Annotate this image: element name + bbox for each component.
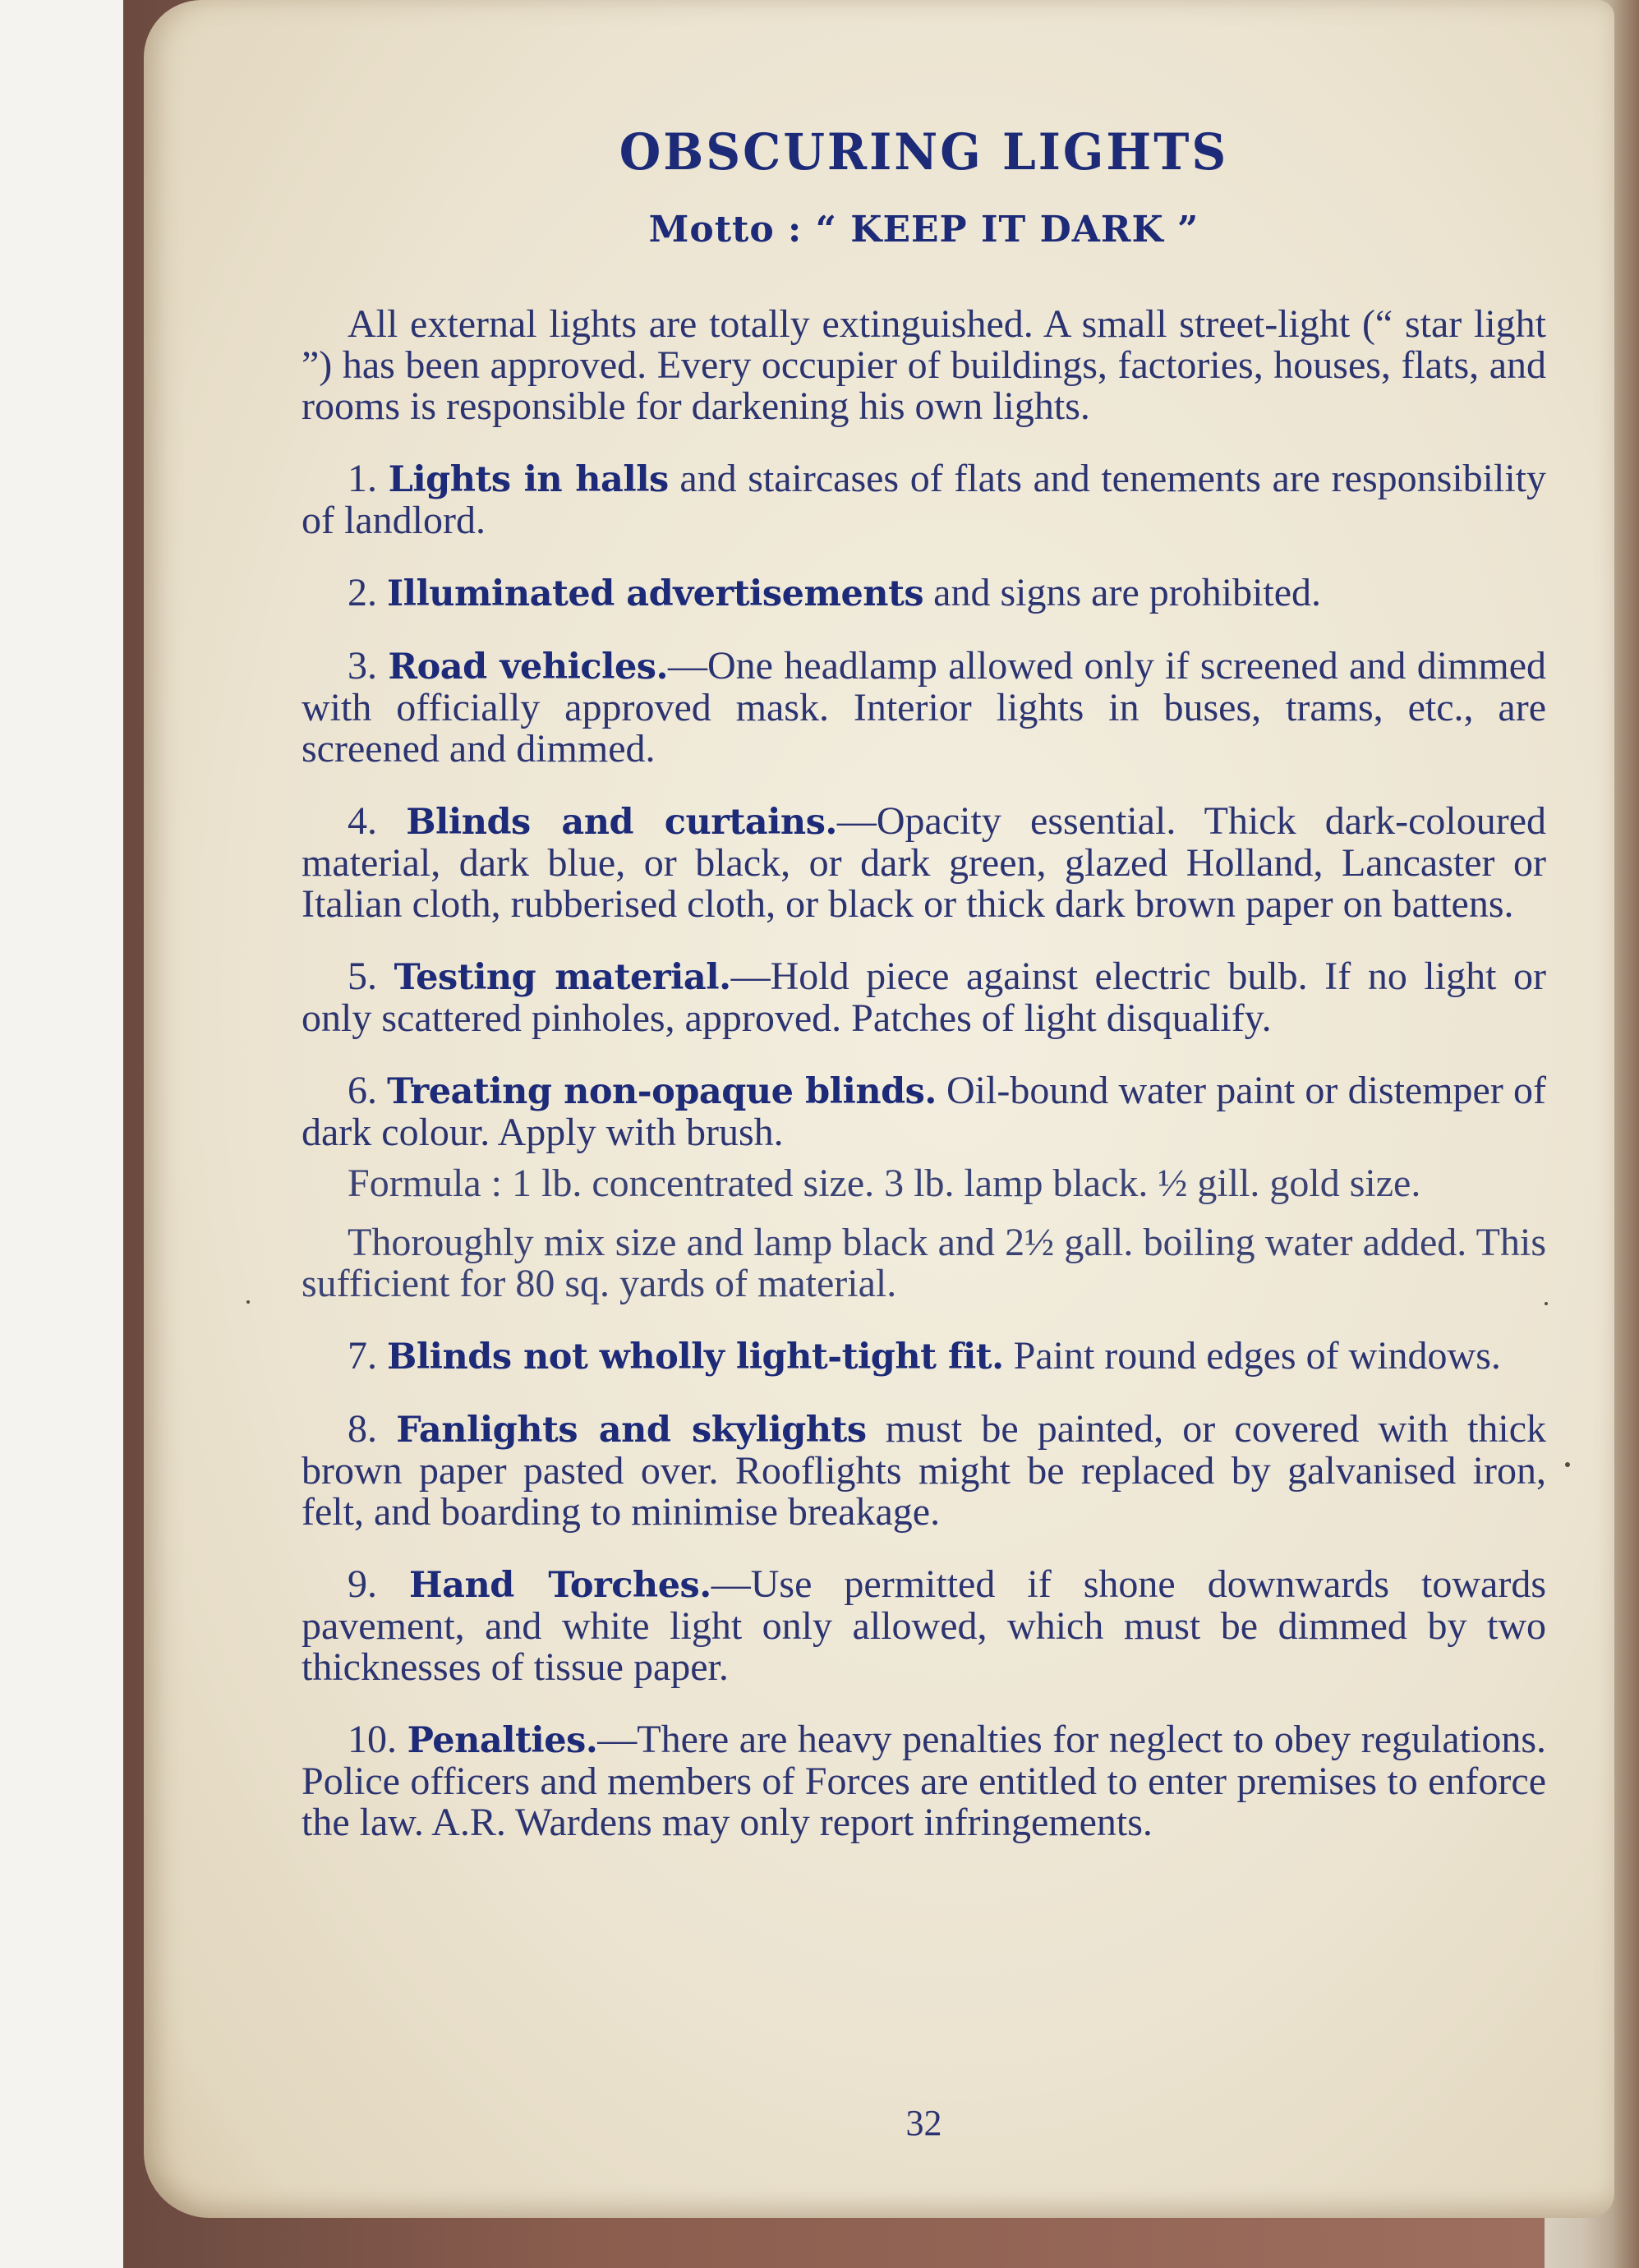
formula-line: Formula : 1 lb. concentrated size. 3 lb. lamp black. ½ gill. gold size. bbox=[348, 1162, 1421, 1205]
list-item: 8. Fanlights and skylights must be painted, or covered with thick brown paper pasted over. Rooflights might be replaced by galvanised iron, felt, and boarding to minimise breakage. bbox=[302, 1407, 1546, 1534]
list-item: 9. Hand Torches.—Use permitted if shone downwards towards pavement, and white light only allowed, which must be dimmed by two thicknesses of tissue paper. bbox=[302, 1562, 1547, 1689]
item-heading: Fanlights and skylights bbox=[396, 1410, 867, 1451]
list-item: 6. Treating non-opaque blinds. Oil-bound water paint or distemper of dark colour. Apply with brush. bbox=[302, 1069, 1546, 1154]
list-item: 3. Road vehicles.—One headlamp allowed only if screened and dimmed with officially approved mask. Interior lights in buses, trams, etc., are screened and dimmed. bbox=[302, 644, 1547, 771]
list-item: 1. Lights in halls and staircases of flats and tenements are responsibility of landlord. bbox=[302, 457, 1547, 542]
item-heading: Hand Torches. bbox=[409, 1565, 711, 1606]
list-item: 5. Testing material.—Hold piece against electric bulb. If no light or only scattered pinholes, approved. Patches of light disqualify. bbox=[302, 955, 1547, 1040]
item-heading: Treating non-opaque blinds. bbox=[387, 1071, 937, 1112]
page-title: OBSCURING LIGHTS bbox=[619, 122, 1229, 182]
item-heading: Blinds and curtains. bbox=[406, 802, 837, 843]
list-item: 4. Blinds and curtains.—Opacity essential. Thick dark-coloured material, dark blue, or black, or dark green, glazed Holland, Lancaster or Italian cloth, rubberised cloth, or black or thick dark brown paper on battens. bbox=[302, 799, 1546, 926]
intro-paragraph: All external lights are totally extinguished. A small street-light (“ star light ”) has been approved. Every occupier of buildings, factories, houses, flats, and rooms is responsible for darkening his own lights. bbox=[302, 302, 1546, 428]
item-heading: Penalties. bbox=[407, 1720, 598, 1761]
list-item: 10. Penalties.—There are heavy penalties for neglect to obey regulations. Police officers and members of Forces are entitled to enter premises to enforce the law. A.R. Wardens may only report infringements. bbox=[302, 1718, 1546, 1844]
item-heading: Testing material. bbox=[394, 957, 731, 998]
item-heading: Illuminated advertisements bbox=[387, 573, 924, 614]
list-item: 7. Blinds not wholly light-tight fit. Paint round edges of windows. bbox=[348, 1334, 1501, 1378]
list-item: 2. Illuminated advertisements and signs are prohibited. bbox=[348, 571, 1322, 614]
motto: Motto : “ KEEP IT DARK ” bbox=[648, 209, 1199, 251]
item-heading: Blinds not wholly light-tight fit. bbox=[387, 1336, 1004, 1378]
paper-speck bbox=[1565, 1462, 1570, 1467]
item-heading: Road vehicles. bbox=[388, 646, 668, 688]
paper-speck bbox=[246, 1300, 250, 1304]
page-content bbox=[302, 115, 1547, 2143]
paper-speck bbox=[1545, 1302, 1548, 1305]
page-number: 32 bbox=[905, 2103, 942, 2143]
mixing-instructions: Thoroughly mix size and lamp black and 2½ gall. boiling water added. This sufficient for 80 sq. yards of material. bbox=[302, 1221, 1546, 1305]
item-heading: Lights in halls bbox=[388, 459, 669, 500]
